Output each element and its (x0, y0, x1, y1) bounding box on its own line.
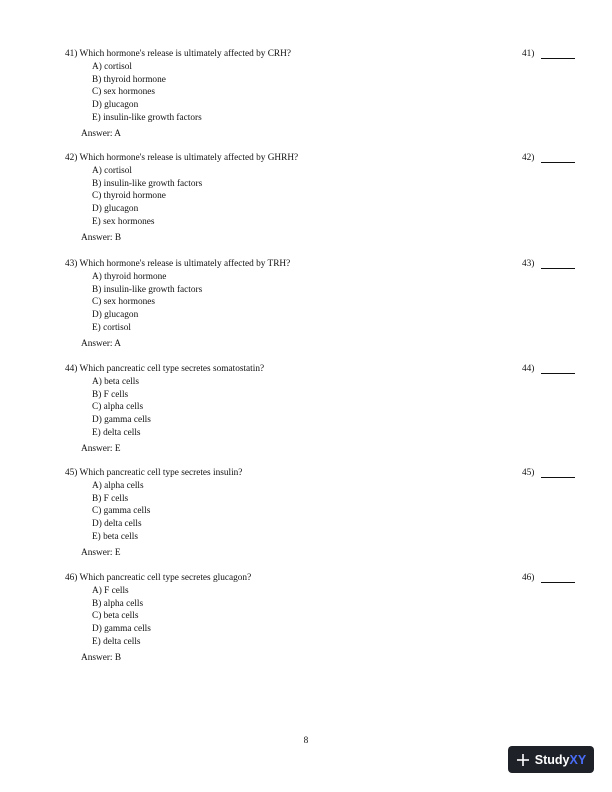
choice-e: E) beta cells (92, 531, 138, 542)
question-42 (65, 152, 580, 245)
question-45 (65, 467, 580, 560)
answer-blank-line (541, 58, 575, 59)
choice-e: E) insulin-like growth factors (92, 112, 202, 123)
choice-list (92, 376, 580, 440)
choice-list (92, 271, 580, 335)
answer-blank-line (541, 582, 575, 583)
brand-name: Study (534, 752, 570, 767)
choice-list (92, 585, 580, 649)
question-stem: 46) Which pancreatic cell type secretes glucagon? (65, 573, 252, 583)
studyxy-badge[interactable] (508, 746, 594, 773)
question-stem: 41) Which hormone's release is ultimately affected by CRH? (65, 49, 291, 59)
choice-e: E) delta cells (92, 636, 141, 647)
question-stem: 44) Which pancreatic cell type secretes somatostatin? (65, 364, 265, 374)
answer-blank-label: 42) (522, 153, 535, 163)
choice-a: A) beta cells (92, 376, 139, 387)
choice-d: D) delta cells (92, 519, 142, 530)
choice-b: B) insulin-like growth factors (92, 284, 203, 295)
choice-b: B) F cells (92, 493, 129, 504)
answer-key: Answer: B (81, 232, 122, 243)
question-stem: 45) Which pancreatic cell type secretes insulin? (65, 468, 243, 478)
brand-wordmark (535, 753, 586, 767)
choice-list (92, 165, 580, 229)
answer-blank-line (541, 268, 575, 269)
choice-e: E) delta cells (92, 427, 141, 438)
answer-key: Answer: A (81, 128, 122, 139)
brand-accent: XY (569, 752, 587, 767)
choice-c: C) thyroid hormone (92, 191, 166, 202)
choice-a: A) alpha cells (92, 480, 144, 491)
choice-c: C) alpha cells (92, 402, 144, 413)
choice-c: C) beta cells (92, 611, 139, 622)
answer-blank-line (541, 373, 575, 374)
choice-c: C) sex hormones (92, 297, 156, 308)
answer-blank-line (541, 477, 575, 478)
choice-d: D) gamma cells (92, 624, 151, 635)
choice-b: B) thyroid hormone (92, 74, 166, 85)
choice-list (92, 61, 580, 125)
choice-a: A) F cells (92, 585, 129, 596)
answer-blank-label: 44) (522, 364, 535, 374)
choice-b: B) insulin-like growth factors (92, 178, 203, 189)
question-46 (65, 572, 580, 665)
choice-d: D) glucagon (92, 310, 139, 321)
answer-key: Answer: E (81, 443, 121, 454)
choice-a: A) thyroid hormone (92, 271, 167, 282)
answer-blank-label: 45) (522, 468, 535, 478)
answer-blank-label: 46) (522, 573, 535, 583)
choice-b: B) F cells (92, 389, 129, 400)
choice-a: A) cortisol (92, 165, 133, 176)
page-number: 8 (303, 736, 309, 746)
question-43 (65, 258, 580, 351)
question-41 (65, 48, 580, 141)
choice-list (92, 480, 580, 544)
choice-c: C) gamma cells (92, 506, 151, 517)
choice-d: D) glucagon (92, 100, 139, 111)
choice-d: D) glucagon (92, 204, 139, 215)
answer-key: Answer: B (81, 652, 122, 663)
choice-c: C) sex hormones (92, 87, 156, 98)
answer-blank-line (541, 162, 575, 163)
answer-key: Answer: A (81, 338, 122, 349)
choice-a: A) cortisol (92, 61, 133, 72)
answer-blank-label: 41) (522, 49, 535, 59)
choice-e: E) sex hormones (92, 216, 155, 227)
plus-icon (516, 753, 530, 767)
choice-d: D) gamma cells (92, 415, 151, 426)
choice-b: B) alpha cells (92, 598, 144, 609)
choice-e: E) cortisol (92, 322, 131, 333)
question-44 (65, 363, 580, 456)
question-stem: 43) Which hormone's release is ultimately affected by TRH? (65, 259, 291, 269)
answer-key: Answer: E (81, 547, 121, 558)
question-stem: 42) Which hormone's release is ultimately affected by GHRH? (65, 153, 299, 163)
answer-blank-label: 43) (522, 259, 535, 269)
